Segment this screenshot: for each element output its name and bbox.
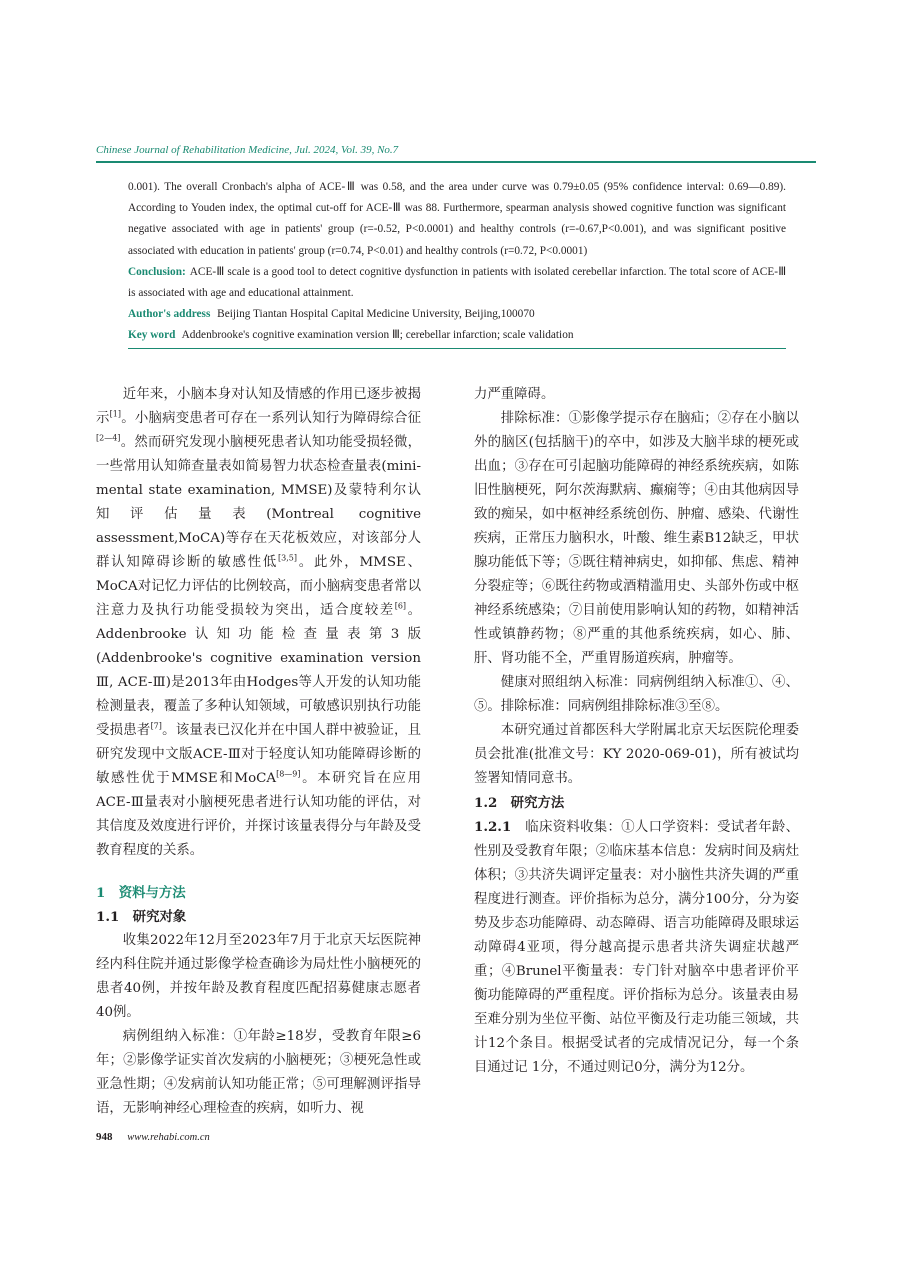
conclusion-label: Conclusion: xyxy=(128,265,186,278)
intro-text: 。然而研究发现小脑梗死患者认知功能受损轻微，一些常用认知筛查量表如简易智力状态检查量表(mini-mental state examination, MMSE)及蒙特利尔认知评估量表(Montreal cognitive assessment,MoCA)等存在天花板效应，对该部分人群认知障碍诊断的敏感性低 xyxy=(96,435,421,570)
continued-text: 力严重障碍。 xyxy=(474,387,555,402)
keyword-text: Addenbrooke's cognitive examination version Ⅲ; cerebellar infarction; scale validation xyxy=(181,329,574,342)
journal-url: www.rehabi.com.cn xyxy=(127,1132,210,1143)
intro-text: 。该量表已汉化并在中国人群中被验证，且研究发现中文版ACE-Ⅲ对于轻度认知功能障碍诊断的敏感性优于MMSE和MoCA xyxy=(96,723,422,786)
keyword-label: Key word xyxy=(128,329,176,342)
conclusion-text: ACE-Ⅲ scale is a good tool to detect cognitive dysfunction in patients with isolated cerebellar infarction. The total score of ACE-Ⅲ is associated with age and educational attainment. xyxy=(128,265,786,300)
issue-info: Jul. 2024, Vol. 39, No.7 xyxy=(294,144,399,156)
abstract-results: 0.001). The overall Cronbach's alpha of ACE-Ⅲ was 0.58, and the area under curve was 0.79±0.05 (95% confidence interval: 0.69—0.89). According to Youden index, the optimal cut-off for ACE-Ⅲ was 88. Furthermore, spearman analysis showed cognitive function was significant negative associated with age in patients' group (r=-0.52, P<0.0001) and healthy controls (r=-0.67,P<0.001), and was significant positive associated with education in patients' group (r=0.74, P<0.01) and healthy controls (r=0.72, P<0.0001) xyxy=(128,181,786,257)
methods-text: 临床资料收集：①人口学资料：受试者年龄、性别及受教育年限；②临床基本信息：发病时间及病灶体积；③共济失调评定量表：对小脑性共济失调的严重程度进行测查。评价指标为总分，满分100分，分为姿势及步态功能障碍、动态障碍、语言功能障碍及眼球运动障碍4亚项，得分越高提示患者共济失调症状越严重；④Brunel平衡量表：专门针对脑卒中患者评价平衡功能障碍的严重程度。评价指标为总分。该量表由易至难分别为坐位平衡、站位平衡及行走功能三领域，共计12个条目。根据受试者的完成情况记分，每一个条目通过记 1分，不通过则记0分，满分为12分。 xyxy=(474,820,800,1075)
address-text: Beijing Tiantan Hospital Capital Medicine University, Beijing,100070 xyxy=(217,308,535,321)
subsection-heading: 1.2 研究方法 xyxy=(474,795,565,811)
citation: [2—4] xyxy=(96,433,121,443)
methods-paragraph xyxy=(474,815,799,1080)
intro-text: 。小脑病变患者可存在一系列认知行为障碍综合征 xyxy=(120,411,422,426)
abstract-block xyxy=(128,177,786,349)
subsubsection-number: 1.2.1 xyxy=(474,819,512,835)
section-heading: 1 资料与方法 xyxy=(96,885,186,901)
running-header xyxy=(96,144,398,156)
right-column xyxy=(474,383,799,1080)
intro-paragraph xyxy=(96,383,421,863)
citation: [3,5] xyxy=(278,553,297,563)
ethics-paragraph: 本研究通过首都医科大学附属北京天坛医院伦理委员会批准(批准文号：KY 2020-069-01)，所有被试均签署知情同意书。 xyxy=(474,723,799,786)
controls-paragraph: 健康对照组纳入标准：同病例组纳入标准①、④、⑤。排除标准：同病例组排除标准③至⑧。 xyxy=(474,675,799,714)
abstract-conclusion xyxy=(128,262,786,304)
subsection-heading: 1.1 研究对象 xyxy=(96,909,187,925)
intro-text: 。Addenbrooke认知功能检查量表第3版(Addenbrooke's cognitive examination version Ⅲ, ACE-Ⅲ)是2013年由Hodges等人开发的认知功能检测量表，覆盖了多种认知领域，可敏感识别执行功能受损患者 xyxy=(96,603,421,738)
citation: [1] xyxy=(109,409,121,419)
journal-name: Chinese Journal of Rehabilitation Medicine, xyxy=(96,144,292,156)
subjects-paragraph: 收集2022年12月至2023年7月于北京天坛医院神经内科住院并通过影像学检查确诊为局灶性小脑梗死的患者40例，并按年龄及教育程度匹配招募健康志愿者40例。 xyxy=(96,933,421,1020)
page-footer xyxy=(96,1131,210,1143)
citation: [8—9] xyxy=(276,769,301,779)
author-address xyxy=(128,304,786,325)
citation: [6] xyxy=(394,601,407,611)
intro-text: 。本研究旨在应用ACE-Ⅲ量表对小脑梗死患者进行认知功能的评估，对其信度及效度进行评价，并探讨该量表得分与年龄及受教育程度的关系。 xyxy=(96,771,421,858)
header-rule xyxy=(96,161,816,163)
exclusion-paragraph: 排除标准：①影像学提示存在脑疝；②存在小脑以外的脑区(包括脑干)的卒中，如涉及大脑半球的梗死或出血；③存在可引起脑功能障碍的神经系统疾病，如陈旧性脑梗死，阿尔茨海默病、癫痫等；④由其他病因导致的痴呆，如中枢神经系统创伤、肿瘤、感染、代谢性疾病，正常压力脑积水，叶酸、维生素B12缺乏，甲状腺功能低下等；⑤既往精神病史，如抑郁、焦虑、精神分裂症等；⑥既往药物或酒精滥用史、头部外伤或中枢神经系统感染；⑦目前使用影响认知的药物，如精神活性或镇静药物；⑧严重的其他系统疾病，如心、肺、肝、肾功能不全，严重胃肠道疾病，肿瘤等。 xyxy=(474,411,799,666)
address-label: Author's address xyxy=(128,308,211,321)
intro-text: 近年来，小脑本身对认知及情感的作用已逐步被揭示 xyxy=(96,387,421,426)
page-number: 948 xyxy=(96,1131,113,1143)
left-column xyxy=(96,383,421,1121)
intro-text: 。此外，MMSE、MoCA对记忆力评估的比例较高，而小脑病变患者常以注意力及执行功能受损较为突出，适合度较差 xyxy=(96,555,421,618)
inclusion-paragraph: 病例组纳入标准：①年龄≥18岁，受教育年限≥6年；②影像学证实首次发病的小脑梗死；③梗死急性或亚急性期；④发病前认知功能正常；⑤可理解测评指导语，无影响神经心理检查的疾病，如听力、视 xyxy=(96,1029,421,1116)
citation: [7] xyxy=(150,721,162,731)
keywords xyxy=(128,325,786,348)
